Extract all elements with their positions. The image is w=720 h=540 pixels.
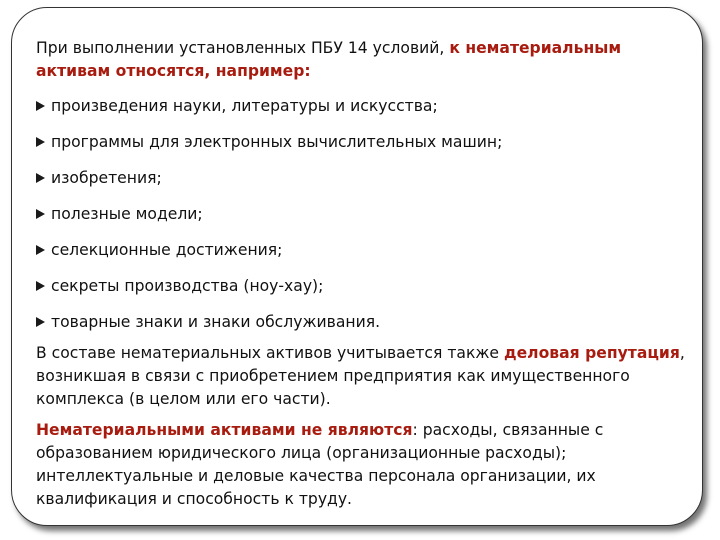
goodwill-text-after: , возникшая в связи с приобретением предприятия как имущественного комплекса (в целом или его части). [36,344,685,408]
goodwill-text-before: В составе нематериальных активов учитывается также [36,344,504,362]
goodwill-accent: деловая репутация [503,344,680,362]
arrow-bullet-icon [36,317,45,327]
list-item-text: товарные знаки и знаки обслуживания. [51,313,381,331]
not-assets-text: : расходы, связанные с образованием юридического лица (организационные расходы); интеллектуальные и деловые качества персонала организации, их квалификация и способность к труду. [36,421,604,508]
arrow-bullet-icon [36,173,45,183]
list-item [36,95,686,118]
list-item [36,311,686,334]
list-item [36,167,686,190]
arrow-bullet-icon [36,281,45,291]
intro-accent: к нематериальным активам относятся, например: [36,39,622,80]
arrow-bullet-icon [36,101,45,111]
list-item [36,239,686,262]
arrow-bullet-icon [36,137,45,147]
not-assets-paragraph [36,419,686,511]
intro-paragraph [36,37,686,83]
list-item [36,131,686,154]
arrow-bullet-icon [36,245,45,255]
list-item-text: секреты производства (ноу-хау); [51,277,324,295]
arrow-bullet-icon [36,209,45,219]
list-item-text: произведения науки, литературы и искусства; [51,97,438,115]
list-item-text: селекционные достижения; [51,241,283,259]
slide-content [36,37,686,519]
goodwill-paragraph [36,342,686,411]
intro-text: При выполнении установленных ПБУ 14 условий, [36,39,450,57]
not-assets-accent: Нематериальными активами не являются [36,421,413,439]
list-item-text: изобретения; [51,169,162,187]
list-item-text: программы для электронных вычислительных машин; [51,133,503,151]
list-item [36,203,686,226]
list-item-text: полезные модели; [51,205,203,223]
list-item [36,275,686,298]
